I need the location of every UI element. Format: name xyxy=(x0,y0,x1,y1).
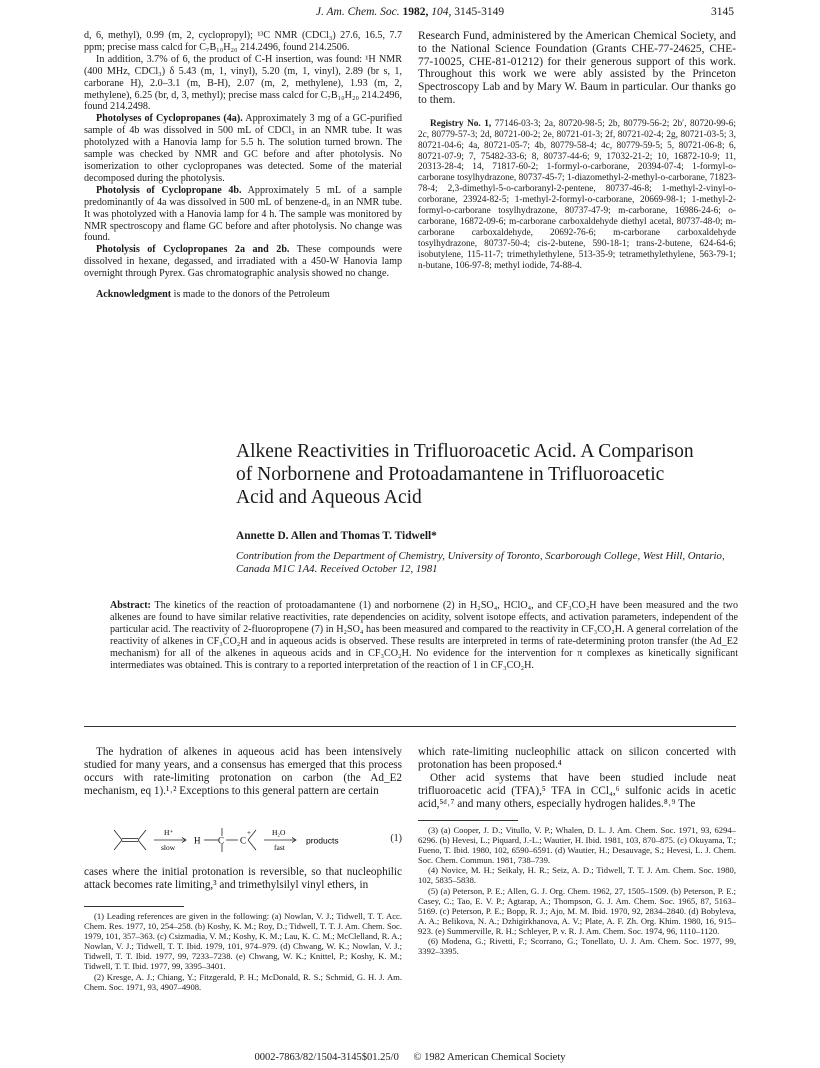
body-right-paragraph-2: Other acid systems that have been studied include neat trifluoroacetic acid (TFA),⁵ TFA in CCl₄,⁶ sulfonic acids in acetic acid,⁵ᵈ˒⁷ and many others, especially hydrogen halides.⁸˒⁹ The xyxy=(418,771,736,810)
photolysis-4b-label: Photolysis of Cyclopropane 4b. xyxy=(96,184,242,196)
prev-article-right-column xyxy=(418,30,736,271)
body-right-paragraph-1: which rate-limiting nucleophilic attack on silicon concerted with protonation has been proposed.⁴ xyxy=(418,746,736,771)
eq-products: products xyxy=(306,835,339,846)
header-citation xyxy=(0,6,820,18)
eq-reagent-below-1: slow xyxy=(161,843,176,852)
header-year: 1982, xyxy=(402,6,429,18)
header-journal: J. Am. Chem. Soc. xyxy=(315,6,400,18)
photolysis-2-text: These compounds were dissolved in hexane, degassed, and irradiated with a 450-W Hanovia lamp overnight through Pyrex. Gas chromatographic analysis showed no change. xyxy=(84,244,403,280)
eq-reagent-above-2: H₂O xyxy=(272,828,286,837)
footnotes-right xyxy=(418,825,736,956)
equation-1 xyxy=(84,822,402,858)
eq-reagent-below-2: fast xyxy=(274,843,285,852)
eq-carbon-1: C xyxy=(218,835,225,846)
footnote-rule-right xyxy=(418,820,518,821)
equation-number: (1) xyxy=(390,833,402,844)
registry-label: Registry No. 1, xyxy=(430,118,492,129)
body-left-paragraph-1: The hydration of alkenes in aqueous acid has been intensively studied for many years, and a consensus has emerged that this process occurs with rate-limiting protonation on carbon (the Ad_E2 mechanism, eq 1).¹˒² Exceptions to this general pattern are certain xyxy=(84,746,402,797)
eq-carbon-2: C xyxy=(240,835,247,846)
registry-text: 77146-03-3; 2a, 80720-98-5; 2b, 80779-56-2; 2b′, 80720-99-6; 2c, 80779-57-3; 2d, 80721-00-2; 2e, 80721-01-3; 2f, 80721-02-4; 2g, 80721-03-5; 3, 80721-04-6; 4a, 80721-05-7; 4b, 80779-58-4; 4c, 80779-59-5; 5, 80721-06-8; 6, 80721-07-9; 7, 75482-33-6; 8, 80737-44-6; 9, 17032-21-2; 10, 16872-10-9; 11, 20313-28-4; 14, 71817-60-2; 1-formyl-o-carborane, 20394-07-4; 1-formyl-o-carborane tosylhydrazone, 80737-45-7; 1-diazomethyl-2-methyl-o-carborane, 71823-78-4; 2,3-dimethyl-5-o-carboranyl-2-pentene, 80737-46-8; 1-methyl-2-vinyl-o-corborane, 23924-82-5; 1-methyl-2-formyl-o-carborane, 20669-98-1; 1-methyl-2-formyl-o-carborane tosylhydrazone, 80737-47-9; m-carborane, 16986-24-6; o-carborane, 16872-09-6; m-carborane carboxaldehyde diethyl acetal, 80737-48-0; m-carborane carboxaldehyde, 20692-76-6; m-carborane carboxaldehyde tosylhydrazone, 80737-50-4; cis-2-butene, 590-18-1; trans-2-butene, 624-64-6; isobutylene, 115-11-7; trimethylethylene, 513-35-9; tetramethylethylene, 563-79-1; n-butane, 106-97-8; methyl iodide, 74-88-4. xyxy=(418,118,736,271)
photolysis-2-label: Photolysis of Cyclopropanes 2a and 2b. xyxy=(96,244,290,256)
photolysis-4b-paragraph xyxy=(84,185,402,245)
equation-1-scheme xyxy=(114,822,374,858)
photolysis-4b-text: Approximately 5 mL of a sample predominantly of 4a was dissolved in 500 mL of benzene-d₆ in an NMR tube. It was photolyzed with a Hanovia lamp for 4 h. The sample was monitored by NMR spectroscopy and flame GC before and after photolysis. No change was found. xyxy=(84,184,402,244)
abstract-label: Abstract: xyxy=(110,600,151,611)
running-header xyxy=(0,6,820,22)
footnote-rule-left xyxy=(84,906,184,907)
acknowledgment-text: is made to the donors of the Petroleum xyxy=(171,289,330,301)
footnote-2: (2) Kresge, A. J.; Chiang, Y.; Fitzgerald, P. H.; McDonald, R. S.; Schmid, G. H. J. Am. Chem. Soc. 1971, 93, 4907–4908. xyxy=(84,971,402,992)
footnote-5: (5) (a) Peterson, P. E.; Allen, G. J. Org. Chem. 1962, 27, 1505–1509. (b) Peterson, P. E.; Casey, C.; Tao, E. V. P.; Agtarap, A.; Thompson, G. J. Am. Chem. Soc. 1965, 87, 5163–5169. (c) Peterson, P. E.; Bopp, R. J.; Ajo, M. M. Ibid. 1970, 92, 2834–2840. (d) Bobyleva, A. A.; Belikova, N. A.; Dzhigirkhanova, A. V.; Plate, A. F. Zh. Org. Khim. 1980, 16, 915–923. (e) Summerville, R. H.; Schleyer, P. v. R. J. Am. Chem. Soc. 1974, 96, 1110–1120. xyxy=(418,885,736,936)
registry-paragraph xyxy=(418,119,736,272)
photolysis-4a-text: Approximately 3 mg of a GC-purified sample of 4b was dissolved in 500 mL of CDCl₃ in an NMR tube. It was photolyzed with a Hanovia lamp for 5.5 h. The solution turned brown. The sample was checked by NMR and GC before and after photolysis. No isomerization to other cyclopropanes was detected. Some of the material decomposed during the photolysis. xyxy=(84,113,402,184)
photolysis-4a-paragraph xyxy=(84,113,402,184)
prev-paragraph-1: d, 6, methyl), 0.99 (m, 2, cyclopropyl); ¹³C NMR (CDCl₃) 27.6, 16.5, 7.7 ppm; precise mass calcd for C₇B₁₀H₂₀ 214.2496, found 214.2506. xyxy=(84,30,402,53)
article-contribution: Contribution from the Department of Chemistry, University of Toronto, Scarborough College, West Hill, Ontario, Canada M1C 1A4. Received October 12, 1981 xyxy=(236,550,725,575)
footnote-3: (3) (a) Cooper, J. D.; Vitullo, V. P.; Whalen, D. L. J. Am. Chem. Soc. 1971, 93, 6294–6296. (b) Hevesi, L.; Piquard, J.-L.; Wautier, H. Ibid. 1981, 103, 870–875. (c) Okuyama, T.; Fueno, T. Ibid. 1980, 102, 6590–6591. (d) Wautier, H.; Desauvage, S.; Hevesi, L. J. Chem. Soc. Chem. Commun. 1981, 738–739. xyxy=(418,825,736,866)
header-page-number: 3145 xyxy=(711,6,734,18)
acknowledgment-paragraph xyxy=(84,289,402,301)
photolysis-2-paragraph xyxy=(84,244,402,280)
eq-hydrogen: H xyxy=(194,835,201,846)
body-left-bottom xyxy=(84,866,402,892)
body-left-top xyxy=(84,746,402,798)
article-title: Alkene Reactivities in Trifluoroacetic Acid. A Comparison of Norbornene and Protoadamantene in Trifluoroacetic Acid and Aqueous Acid xyxy=(236,441,694,508)
eq-reagent-above-1: H⁺ xyxy=(164,828,174,837)
acknowledgment-continued: Research Fund, administered by the American Chemical Society, and to the National Science Foundation (Grants CHE-77-24625, CHE-77-10025, CHE-81-01212) for their generous support of this work. Throughout this work we were ably assisted by the Princeton Spectroscopy Lab and by Mary W. Baum in particular. Our thanks go to them. xyxy=(418,30,736,106)
header-volume: 104, xyxy=(431,6,452,18)
footnotes-left xyxy=(84,911,402,992)
page-footer xyxy=(0,1052,820,1063)
body-right-top xyxy=(418,746,736,811)
acknowledgment-label: Acknowledgment xyxy=(96,289,172,301)
prev-paragraph-2: In addition, 3.7% of 6, the product of C-H insertion, was found: ¹H NMR (400 MHz, CDCl₃) δ 5.43 (m, 1, vinyl), 5.20 (m, 1, vinyl), 2.89 (br s, 1, carborane H), 2.0–3.1 (m, B-H), 2.07 (m, 2, methylene), 1.93 (m, 2, methylene), 6.25 (br, d, 3, methyl); precise mass calcd for C₇B₁₀H₂₀ 214.2496, found 214.2498. xyxy=(84,53,402,113)
body-left-paragraph-2: cases where the initial protonation is reversible, so that nucleophilic attack becomes rate limiting,³ and trimethylsilyl vinyl ethers, in xyxy=(84,866,402,891)
footer-copyright: © 1982 American Chemical Society xyxy=(413,1052,566,1063)
footnote-4: (4) Novice, M. H.; Seikaly, H. R.; Seiz, A. D.; Tidwell, T. T. J. Am. Chem. Soc. 1980, 102, 5835–5838. xyxy=(418,865,736,886)
footnote-6: (6) Modena, G.; Rivetti, F.; Scorrano, G.; Tonellato, U. J. Am. Chem. Soc. 1977, 99, 3392–3395. xyxy=(418,936,736,957)
eq-cation-charge: + xyxy=(247,829,251,837)
footer-code: 0002-7863/82/1504-3145$01.25/0 xyxy=(254,1052,399,1063)
article-abstract xyxy=(110,600,738,671)
header-pages: 3145-3149 xyxy=(454,6,505,18)
photolysis-4a-label: Photolyses of Cyclopropanes (4a). xyxy=(96,113,243,125)
abstract-text: The kinetics of the reaction of protoadamantene (1) and norbornene (2) in H₂SO₄, HClO₄, and CF₃CO₂H have been measured and the two alkenes are found to have similar relative reactivities, rate dependencies on acidity, solvent isotope effects, and activation parameters, independent of the particular acid. The reactivity of 2-fluoropropene (7) in H₂SO₄ has been measured and compared to the reactivity in CF₃CO₂H. A general correlation of the reactivity of alkenes in CF₃CO₂H and in aqueous acids is observed. These results are interpreted in terms of rate-determining proton transfer (the Ad_E2 mechanism) for all of the alkenes in aqueous acids and in CF₃CO₂H. No evidence for the intervention for π complexes as kinetically significant intermediates was obtained. This is contrary to a reported interpretation of the reaction of 1 in CF₃CO₂H. xyxy=(110,600,738,671)
footnote-1: (1) Leading references are given in the following: (a) Nowlan, V. J.; Tidwell, T. T. Acc. Chem. Res. 1977, 10, 254–258. (b) Koshy, K. M.; Roy, D.; Tidwell, T. T. J. Am. Chem. Soc. 1979, 101, 357–363. (c) Csizmadia, V. M.; Koshy, K. M.; Lau, K. C. M.; McClelland, R. A.; Nowlan, V. J.; Tidwell, T. T. Ibid. 1979, 101, 974–979. (d) Chwang, W. K.; Nowlan, V. J.; Tidwell, T. T. Ibid. 1977, 99, 7233–7238. (e) Chwang, W. K.; Knittel, P.; Koshy, K. M.; Tidwell, T. T. Ibid. 1977, 99, 3395–3401. xyxy=(84,911,402,972)
abstract-separator xyxy=(84,726,736,727)
article-authors: Annette D. Allen and Thomas T. Tidwell* xyxy=(236,530,437,542)
prev-article-left-column xyxy=(84,30,402,301)
